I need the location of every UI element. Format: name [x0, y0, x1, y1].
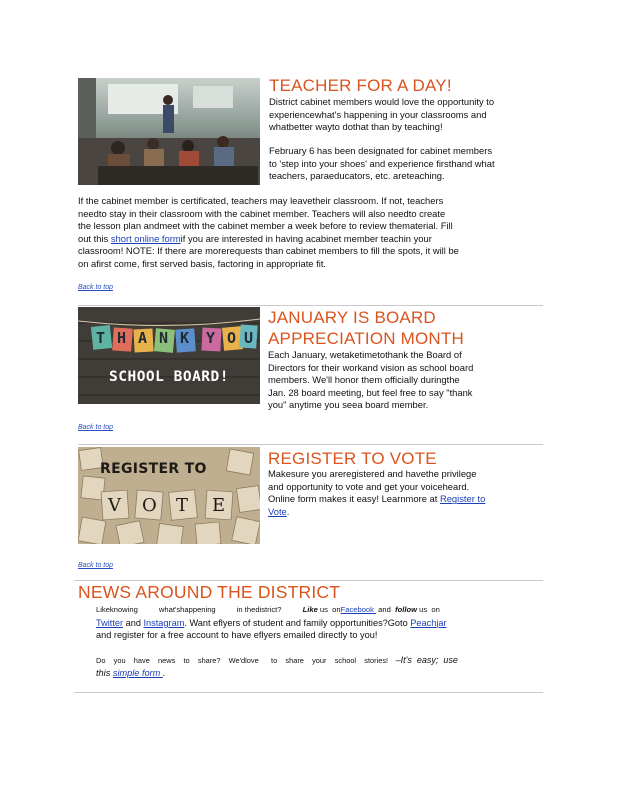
teacher-heading: TEACHER FOR A DAY! [269, 76, 452, 95]
text-segment: us on [417, 605, 440, 614]
teacher-feb-line: February 6 has been designated for cabinet members [269, 145, 493, 156]
board-heading-line: JANUARY IS BOARD [268, 308, 436, 327]
teacher-intro [269, 96, 549, 134]
board-heading [268, 307, 464, 349]
tile-letter: V [108, 495, 121, 516]
tile-letter: O [142, 495, 157, 516]
news-line [96, 617, 538, 630]
board-heading-line: APPRECIATION MONTH [268, 329, 464, 348]
teacher-detail-line: If the cabinet member is certificated, teachers may leavetheir classroom. If not, teachers [78, 195, 444, 206]
tile-letter: T [176, 495, 189, 516]
text-segment: Do you have news to share? We'dlove to share your school stories! [96, 655, 389, 665]
register-to-vote-image [78, 447, 260, 544]
board-text-line: members. We'll honor them officially duringthe [268, 374, 460, 386]
short-online-form-link[interactable]: short online form [110, 232, 181, 244]
peachjar-link[interactable]: Peachjar [410, 617, 447, 628]
divider [78, 305, 543, 306]
card-letter: H [117, 329, 127, 347]
card-letter: A [138, 329, 148, 347]
classroom-photo [78, 78, 260, 185]
teacher-detail-line: the lesson plan andmeet with the cabinet member a week before to review thematerial. Fill [78, 220, 453, 232]
card-letter: T [96, 329, 106, 347]
vote-text-line [268, 506, 548, 519]
tile-letter: E [212, 495, 226, 516]
divider [74, 580, 543, 581]
card-letter: U [244, 329, 254, 347]
news-line [96, 654, 538, 668]
news-heading: NEWS AROUND THE DISTRICT [78, 582, 341, 602]
twitter-link[interactable]: Twitter [96, 617, 124, 628]
vote-text [268, 468, 548, 518]
vote-text-line: Makesure you areregistered and havethe privilege [268, 468, 477, 479]
vote-text-line [268, 493, 548, 506]
news-line [96, 604, 538, 617]
news-line [96, 667, 538, 680]
text-segment: Likeknowing what'shappening in thedistrict? [96, 605, 303, 614]
board-text [268, 349, 548, 412]
text-segment: if you are interested in having acabinet member teachin your [180, 232, 432, 244]
board-text-line: Each January, wetaketimetothank the Board of [268, 349, 462, 360]
card-letter: N [159, 329, 169, 347]
text-segment: this [96, 668, 113, 679]
vote-heading: REGISTER TO VOTE [268, 449, 437, 468]
back-to-top-link[interactable]: Back to top [78, 562, 114, 569]
divider [78, 444, 543, 445]
back-to-top-link[interactable]: Back to top [78, 284, 114, 291]
text-segment: –It's easy; use [388, 654, 458, 665]
text-segment: . [162, 668, 166, 679]
divider [74, 692, 543, 693]
simple-form-link[interactable]: simple form [112, 668, 163, 679]
teacher-february [269, 145, 549, 183]
card-letter: Y [206, 329, 216, 347]
text-segment: follow [395, 605, 417, 614]
register-to-vote-link[interactable]: Register to [439, 493, 486, 505]
thank-you-letters [92, 329, 260, 351]
vote-text-line: and opportunity to vote and get your voiceheard. [268, 480, 470, 492]
instagram-link[interactable]: Instagram [143, 617, 185, 628]
text-segment: us on [317, 605, 341, 614]
teacher-intro-line: whatbetter wayto dothat than by teaching! [269, 121, 443, 133]
facebook-link[interactable]: Facebook [340, 605, 377, 614]
text-segment: Like [302, 605, 318, 614]
register-to-text: REGISTER TO [100, 461, 207, 477]
thank-you-school-board-image [78, 307, 260, 404]
school-board-text: SCHOOL BOARD! [109, 369, 229, 385]
board-text-line: Jan. 28 board meeting, but feel free to say "thank [268, 386, 473, 398]
teacher-intro-line: experiencewhat's happening in your classrooms and [269, 108, 487, 120]
text-segment: and [123, 617, 144, 628]
news-text [96, 604, 538, 680]
board-text-line: you" anytime you seea board member. [268, 399, 429, 411]
teacher-feb-line: to 'step into your shoes' and experience firsthand what [269, 157, 495, 169]
text-segment: and [376, 605, 396, 614]
teacher-detail-line: classroom! NOTE: If there are morerequests than cabinet members to fill the spots, it will be [78, 245, 459, 257]
card-letter: K [180, 329, 190, 347]
news-line: and register for a free account to have eflyers emailed directly to you! [96, 630, 378, 641]
back-to-top-link[interactable]: Back to top [78, 424, 114, 431]
news-spacer [96, 642, 538, 654]
teacher-detail-line: needto stay in their classroom with the cabinet member. Teachers will also needto create [78, 207, 446, 219]
teacher-details [78, 195, 538, 271]
card-letter: O [227, 329, 237, 347]
teacher-feb-line: teachers, paraeducators, etc. areteaching. [269, 170, 445, 182]
text-segment: Online form makes it easy! Learnmore at [268, 493, 440, 505]
text-segment: out this [78, 232, 111, 244]
text-segment: . Want eflyers of student and family opportunities?Goto [184, 617, 411, 628]
teacher-detail-line [78, 233, 538, 246]
vote-tiles [102, 493, 252, 523]
text-segment: . [286, 505, 290, 517]
teacher-intro-line: District cabinet members would love the opportunity to [269, 96, 495, 107]
register-to-vote-link[interactable]: Vote [268, 505, 287, 517]
board-text-line: Directors for their workand vision as school board [268, 361, 474, 373]
teacher-detail-line: on afirst come, first served basis, factoring in appropriate fit. [78, 257, 327, 269]
